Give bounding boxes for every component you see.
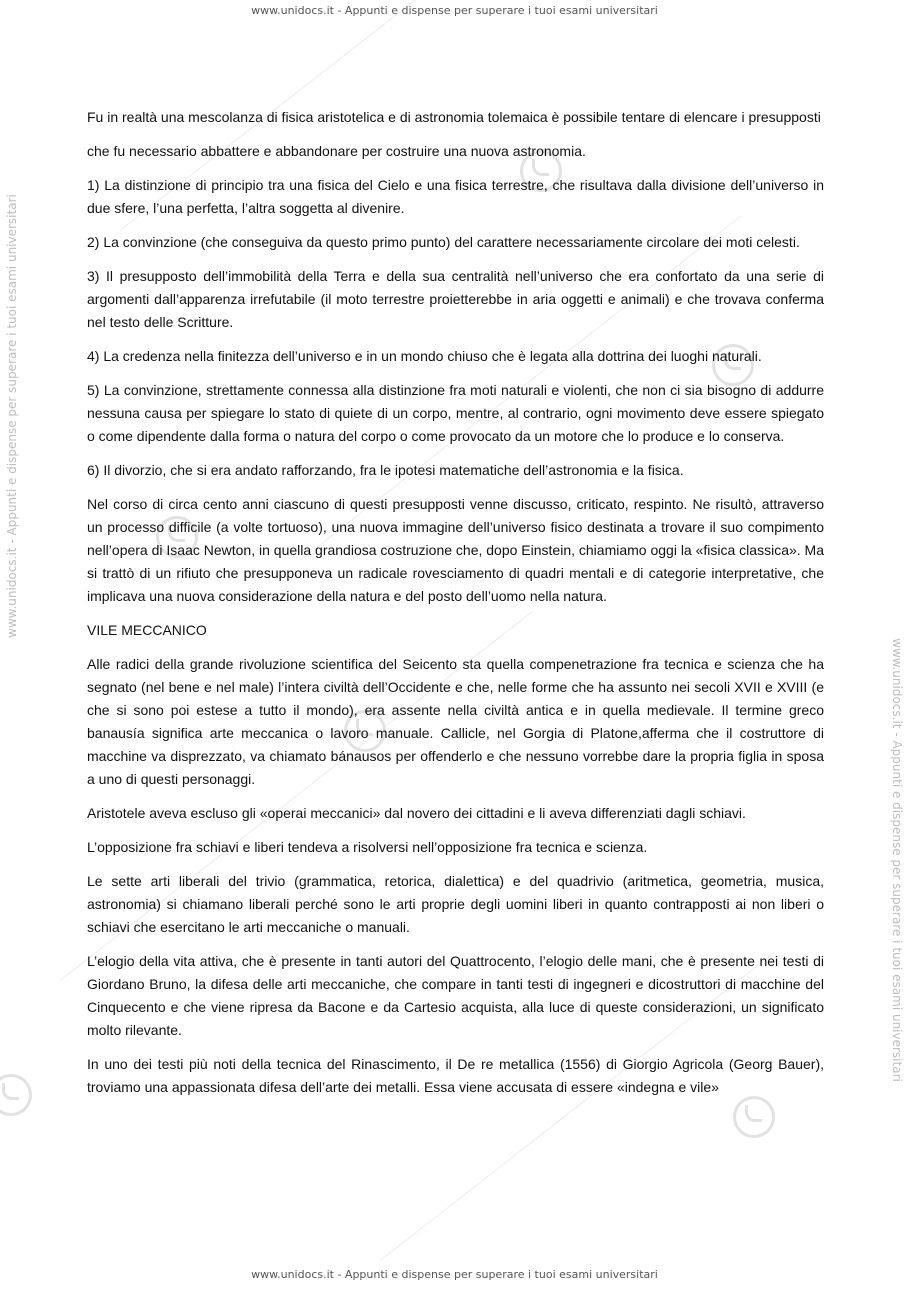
paragraph: Le sette arti liberali del trivio (grammatica, retorica, dialettica) e del quadrivio (aritmetica, geometria, musica, astronomia) si chiamano liberali perché sono le arti proprie degli uomini liberi in quanto contrapposti ai non liberi o schiavi che esercitano le arti meccaniche o manuali.	[87, 873, 824, 935]
document-body	[87, 106, 824, 1110]
side-watermark-left: www.unidocs.it - Appunti e dispense per superare i tuoi esami universitari	[5, 194, 19, 638]
paragraph: Fu in realtà una mescolanza di fisica aristotelica e di astronomia tolemaica è possibile tentare di elencare i presupposti	[87, 109, 821, 125]
page-footer: www.unidocs.it - Appunti e dispense per superare i tuoi esami universitari	[251, 1268, 658, 1281]
watermark-logo-icon	[0, 1074, 32, 1116]
paragraph: Nel corso di circa cento anni ciascuno di questi presupposti venne discusso, criticato, respinto. Ne risultò, attraverso un processo difficile (a volte tortuoso), una nuova immagine dell’universo fisico destinata a trovare il suo compimento nell’opera di Isaac Newton, in quella grandiosa costruzione che, dopo Einstein, chiamiamo oggi la «fisica classica». Ma si trattò di un rifiuto che presupponeva un radicale rovesciamento di quadri mentali e di categorie interpretative, che implicava una nuova considerazione della natura e del posto dell’uomo nella natura.	[87, 496, 824, 604]
list-item-6: 6) Il divorzio, che si era andato rafforzando, fra le ipotesi matematiche dell’astronomia e la fisica.	[87, 462, 684, 478]
list-item-3: 3) Il presupposto dell’immobilità della Terra e della sua centralità nell’universo che era confortato da una serie di argomenti dall’apparenza irrefutabile (il moto terrestre proietterebbe in aria oggetti e animali) e che trovava conferma nel testo delle Scritture.	[87, 268, 824, 330]
paragraph: L’elogio della vita attiva, che è presente in tanti autori del Quattrocento, l’elogio delle mani, che è presente nei testi di Giordano Bruno, la difesa delle arti meccaniche, che compare in tanti testi di ingegneri e dicostruttori di macchine del Cinquecento e che viene ripresa da Bacone e da Cartesio acquista, alla luce di queste considerazioni, un significato molto rilevante.	[87, 953, 824, 1038]
page-header: www.unidocs.it - Appunti e dispense per superare i tuoi esami universitari	[251, 4, 658, 17]
list-item-4: 4) La credenza nella finitezza dell’universo e in un mondo chiuso che è legata alla dottrina dei luoghi naturali.	[87, 348, 762, 364]
paragraph: che fu necessario abbattere e abbandonare per costruire una nuova astronomia.	[87, 143, 586, 159]
side-watermark-right: www.unidocs.it - Appunti e dispense per superare i tuoi esami universitari	[890, 638, 904, 1082]
section-heading: VILE MECCANICO	[87, 622, 207, 638]
list-item-5: 5) La convinzione, strettamente connessa alla distinzione fra moti naturali e violenti, che non ci sia bisogno di addurre nessuna causa per spiegare lo stato di quiete di un corpo, mentre, al contrario, ogni movimento deve essere spiegato o come dipendente dalla forma o natura del corpo o come provocato da un motore che lo produce e lo conserva.	[87, 382, 824, 444]
paragraph: In uno dei testi più noti della tecnica del Rinascimento, il De re metallica (1556) di Giorgio Agricola (Georg Bauer), troviamo una appassionata difesa dell’arte dei metalli. Essa viene accusata di essere «indegna e vile»	[87, 1056, 824, 1095]
paragraph: Alle radici della grande rivoluzione scientifica del Seicento sta quella compenetrazione fra tecnica e scienza che ha segnato (nel bene e nel male) l’intera civiltà dell’Occidente e che, nelle forme che ha assunto nei secoli XVII e XVIII (e che si sono poi estese a tutto il mondo), era assente nella civiltà antica e in quella medievale. Il termine greco banausía significa arte meccanica o lavoro manuale. Callicle, nel Gorgia di Platone,afferma che il costruttore di macchine va disprezzato, va chiamato bánausos per offenderlo e che nessuno vorrebbe dare la propria figlia in sposa a uno di questi personaggi.	[87, 656, 824, 787]
paragraph: Aristotele aveva escluso gli «operai meccanici» dal novero dei cittadini e li aveva differenziati dagli schiavi.	[87, 805, 746, 821]
paragraph: L’opposizione fra schiavi e liberi tendeva a risolversi nell’opposizione fra tecnica e scienza.	[87, 839, 648, 855]
list-item-2: 2) La convinzione (che conseguiva da questo primo punto) del carattere necessariamente circolare dei moti celesti.	[87, 234, 800, 250]
list-item-1: 1) La distinzione di principio tra una fisica del Cielo e una fisica terrestre, che risultava dalla divisione dell’universo in due sfere, l’una perfetta, l’altra soggetta al divenire.	[87, 177, 824, 216]
